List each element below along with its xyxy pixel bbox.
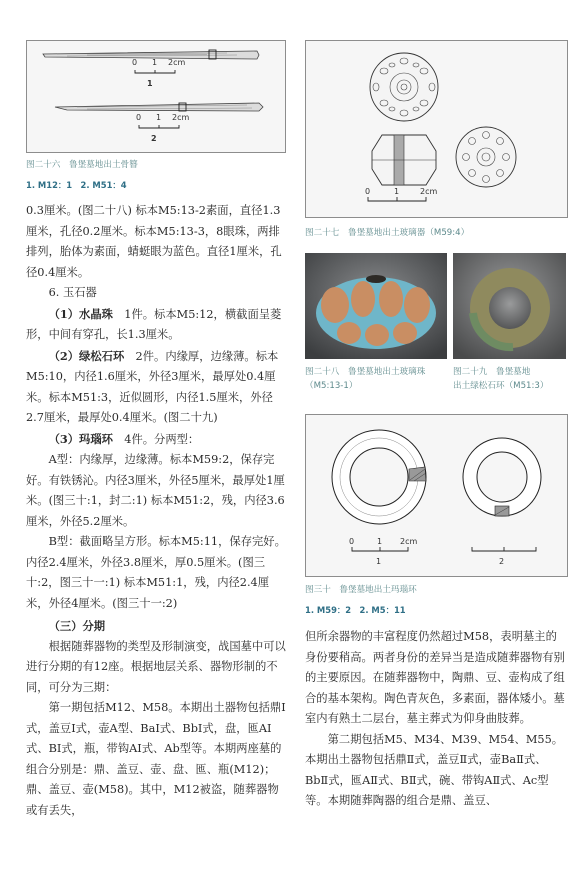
scale-label-0: 0 bbox=[136, 113, 142, 122]
scale-label-0: 0 bbox=[132, 58, 138, 67]
scale-label-0: 0 bbox=[349, 537, 355, 546]
section-heading-periodization: （三）分期 bbox=[48, 619, 106, 633]
figure-29-caption: 图二十九 鲁堡墓地 bbox=[453, 367, 531, 377]
section-heading-jade: 6. 玉石器 bbox=[48, 286, 97, 299]
right-body-text bbox=[305, 627, 567, 812]
glass-bead-photo bbox=[305, 253, 447, 359]
figure-28-caption: 图二十八 鲁堡墓地出土玻璃珠 bbox=[305, 367, 426, 377]
figure-27-caption: 图二十七 鲁堡墓地出土玻璃器（M59:4） bbox=[305, 228, 470, 238]
figure-26-frame bbox=[26, 40, 286, 153]
scale-label-2cm: 2cm bbox=[168, 58, 186, 67]
paragraph-type-a: A型：内缘厚，边缘薄。标本M59:2，保存完好。有铁锈沁。内径3厘米，外径5厘米，最厚处1厘米。(图三十:1，封二:1) 标本M51:2，残，内径3.6厘米，外径5.2厘米。 bbox=[26, 453, 285, 528]
scale-label-0: 0 bbox=[365, 187, 371, 196]
figure-28-caption-line2: （M5:13-1） bbox=[305, 381, 358, 391]
paragraph-agate-ring: （3）玛瑙环 4件。分两型： bbox=[48, 431, 200, 446]
paragraph-phase-one-cont: 但所余器物的丰富程度仍然超过M58，表明墓主的身份要稍高。两者身份的差异当是造成随葬器物有别的主要原因。在随葬器物中，陶鼎、豆、壶构成了组合的基本架构。陶色青灰色，多素面，器体矮小。墓室内有熟土二层台，墓主葬式为仰身曲肢葬。 bbox=[305, 630, 565, 725]
figure-30-frame bbox=[305, 414, 568, 577]
paragraph-phase-two: 第二期包括M5、M34、M39、M54、M55。本期出土器物包括鼎Ⅱ式，盖豆Ⅱ式，壶BaⅡ式、BbⅡ式，匜AⅡ式、BⅡ式，碗、带钩AⅡ式、Ac型等。本期随葬陶器的组合是鼎、盖豆、 bbox=[305, 732, 564, 807]
paragraph-type-b: B型：截面略呈方形。标本M5:11，保存完好。内径2.4厘米，外径3.8厘米，厚0.5厘米。(图三十:2，图三十一:1) 标本M51:1，残，内径2.4厘米，外径4厘米。(图三十一:2) bbox=[26, 535, 286, 610]
hairpin-2-label: 2 bbox=[151, 134, 157, 143]
paragraph-turquoise-ring: （2）绿松石环 2件。内缘厚，边缘薄。标本M5:10，内径1.6厘米，外径3厘米，最厚处0.4厘米。标本M51:3，近似圆形，内径1.5厘米，外径2.7厘米，最厚处0.4厘米。(图二十九) bbox=[26, 348, 279, 424]
ring-2-label: 2 bbox=[499, 557, 505, 566]
figure-27-frame bbox=[305, 40, 568, 218]
agate-ring-drawings bbox=[306, 415, 567, 576]
figure-30-caption: 图三十 鲁堡墓地出土玛瑙环 bbox=[305, 585, 417, 595]
scale-label-1: 1 bbox=[156, 113, 162, 122]
scale-label-1: 1 bbox=[152, 58, 158, 67]
scale-label-2cm: 2cm bbox=[172, 113, 190, 122]
turquoise-ring-photo bbox=[453, 253, 566, 359]
paragraph-periodization: 根据随葬器物的类型及形制演变，战国墓中可以进行分期的有12座。根据地层关系、器物形制的不同，可分为三期： bbox=[26, 639, 286, 694]
paragraph: 0.3厘米。(图二十八) 标本M5:13-2素面，直径1.3厘米，孔径0.2厘米。标本M5:13-3，8眼珠，两排排列，胎体为素面，蜻蜓眼为蓝色。直径1厘米，孔径0.4厘米。 bbox=[26, 204, 282, 279]
scale-label-1: 1 bbox=[394, 187, 400, 196]
scale-label-2cm: 2cm bbox=[400, 537, 418, 546]
figure-26-subcaption: 1. M12：1 2. M51：4 bbox=[26, 180, 127, 190]
paragraph-phase-one: 第一期包括M12、M58。本期出土器物包括鼎Ⅰ式，盖豆Ⅰ式，壶A型、BaⅠ式、BbⅠ式，盘，匜AⅠ式、BⅠ式，瓶，带钩AⅠ式、Ab型等。本期两座墓的组合分别是：鼎、盖豆、壶、盘、匜、瓶(M12)；鼎、盖豆、壶(M58)。其中，M12被盗，随葬器物或有丢失， bbox=[26, 701, 286, 817]
scale-label-1: 1 bbox=[377, 537, 383, 546]
paragraph-crystal-bead: （1）水晶珠 1件。标本M5:12，横截面呈菱形，中间有穿孔，长1.3厘米。 bbox=[26, 306, 282, 341]
hairpin-1-label: 1 bbox=[147, 79, 153, 88]
figure-30-subcaption: 1. M59：2 2. M5：11 bbox=[305, 605, 406, 615]
figure-26-caption: 图二十六 鲁堡墓地出土骨簪 bbox=[26, 160, 138, 170]
left-body-text bbox=[26, 201, 287, 821]
ring-1-label: 1 bbox=[376, 557, 382, 566]
scale-label-2cm: 2cm bbox=[420, 187, 438, 196]
figure-29-caption-line2: 出土绿松石环（M51:3） bbox=[453, 381, 549, 391]
